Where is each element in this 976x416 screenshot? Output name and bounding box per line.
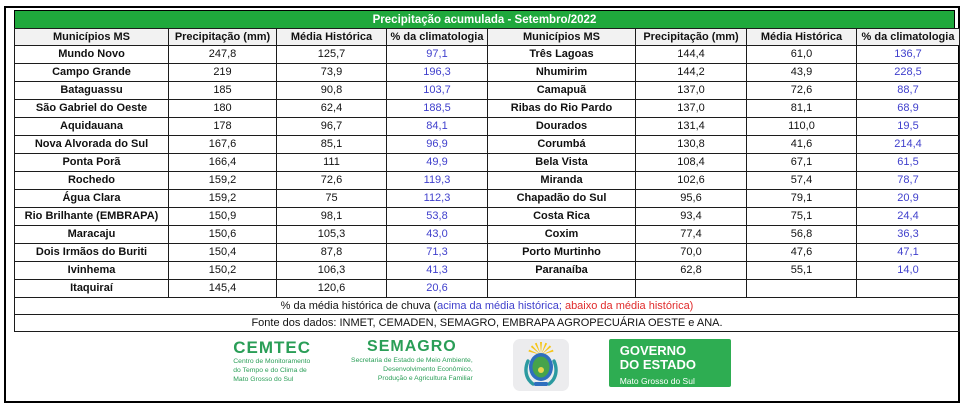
source-row bbox=[15, 315, 960, 332]
table-row bbox=[15, 154, 960, 172]
municipality-cell: Costa Rica bbox=[488, 208, 636, 226]
climatology-percent-cell: 71,3 bbox=[387, 244, 488, 262]
header-media-right: Média Histórica bbox=[747, 29, 857, 46]
municipality-cell bbox=[488, 280, 636, 298]
header-climatologia-right: % da climatologia bbox=[857, 29, 960, 46]
climatology-percent-cell: 112,3 bbox=[387, 190, 488, 208]
climatology-percent-cell: 47,1 bbox=[857, 244, 960, 262]
precipitation-cell: 166,4 bbox=[169, 154, 277, 172]
climatology-percent-cell: 61,5 bbox=[857, 154, 960, 172]
precipitation-cell: 167,6 bbox=[169, 136, 277, 154]
gov-line3: Mato Grosso do Sul bbox=[619, 375, 695, 386]
historical-average-cell: 55,1 bbox=[747, 262, 857, 280]
historical-average-cell: 96,7 bbox=[277, 118, 387, 136]
legend-below-average: abaixo da média histórica) bbox=[561, 300, 694, 312]
historical-average-cell: 75 bbox=[277, 190, 387, 208]
precipitation-cell: 131,4 bbox=[636, 118, 747, 136]
municipality-cell: Coxim bbox=[488, 226, 636, 244]
climatology-percent-cell: 97,1 bbox=[387, 46, 488, 64]
municipality-cell: Nova Alvorada do Sul bbox=[15, 136, 169, 154]
table-row bbox=[15, 244, 960, 262]
municipality-cell: Rochedo bbox=[15, 172, 169, 190]
historical-average-cell: 105,3 bbox=[277, 226, 387, 244]
municipality-cell: Três Lagoas bbox=[488, 46, 636, 64]
table-row bbox=[15, 82, 960, 100]
historical-average-cell: 125,7 bbox=[277, 46, 387, 64]
municipality-cell: Nhumirim bbox=[488, 64, 636, 82]
legend-prefix: % da média histórica de chuva ( bbox=[280, 300, 438, 312]
semagro-desc-line2: Desenvolvimento Econômico, bbox=[383, 365, 473, 373]
climatology-percent-cell: 43,0 bbox=[387, 226, 488, 244]
precipitation-cell: 219 bbox=[169, 64, 277, 82]
precipitation-cell: 70,0 bbox=[636, 244, 747, 262]
historical-average-cell: 81,1 bbox=[747, 100, 857, 118]
historical-average-cell: 61,0 bbox=[747, 46, 857, 64]
municipality-cell: Itaquiraí bbox=[15, 280, 169, 298]
cemtec-logo bbox=[233, 339, 311, 384]
precipitation-cell: 102,6 bbox=[636, 172, 747, 190]
climatology-percent-cell: 49,9 bbox=[387, 154, 488, 172]
header-precipitacao-left: Precipitação (mm) bbox=[169, 29, 277, 46]
precipitation-cell: 150,6 bbox=[169, 226, 277, 244]
climatology-percent-cell: 53,8 bbox=[387, 208, 488, 226]
municipality-cell: Miranda bbox=[488, 172, 636, 190]
header-municipios-right: Municípios MS bbox=[488, 29, 636, 46]
climatology-percent-cell: 136,7 bbox=[857, 46, 960, 64]
logos-bar bbox=[6, 332, 958, 397]
historical-average-cell: 98,1 bbox=[277, 208, 387, 226]
climatology-percent-cell: 20,6 bbox=[387, 280, 488, 298]
climatology-percent-cell: 24,4 bbox=[857, 208, 960, 226]
precipitation-cell: 180 bbox=[169, 100, 277, 118]
climatology-percent-cell: 36,3 bbox=[857, 226, 960, 244]
table-row bbox=[15, 280, 960, 298]
precipitation-cell: 150,2 bbox=[169, 262, 277, 280]
climatology-percent-cell: 84,1 bbox=[387, 118, 488, 136]
table-row bbox=[15, 190, 960, 208]
governo-do-estado-logo bbox=[609, 339, 731, 387]
municipality-cell: Aquidauana bbox=[15, 118, 169, 136]
semagro-logo bbox=[351, 339, 473, 383]
climatology-percent-cell: 41,3 bbox=[387, 262, 488, 280]
ms-coat-of-arms-icon bbox=[513, 339, 569, 391]
precipitation-cell: 137,0 bbox=[636, 82, 747, 100]
climatology-percent-cell: 228,5 bbox=[857, 64, 960, 82]
climatology-percent-cell: 14,0 bbox=[857, 262, 960, 280]
climatology-percent-cell: 119,3 bbox=[387, 172, 488, 190]
historical-average-cell: 106,3 bbox=[277, 262, 387, 280]
climatology-percent-cell: 19,5 bbox=[857, 118, 960, 136]
semagro-desc-line1: Secretaria de Estado de Meio Ambiente, bbox=[351, 357, 473, 364]
municipality-cell: Dois Irmãos do Buriti bbox=[15, 244, 169, 262]
table-row bbox=[15, 208, 960, 226]
municipality-cell: Ponta Porã bbox=[15, 154, 169, 172]
precipitation-cell: 93,4 bbox=[636, 208, 747, 226]
municipality-cell: Maracaju bbox=[15, 226, 169, 244]
municipality-cell: Rio Brilhante (EMBRAPA) bbox=[15, 208, 169, 226]
climatology-percent-cell: 20,9 bbox=[857, 190, 960, 208]
header-media-left: Média Histórica bbox=[277, 29, 387, 46]
climatology-percent-cell: 78,7 bbox=[857, 172, 960, 190]
legend-above-average: acima da média histórica; bbox=[437, 300, 562, 312]
cemtec-desc-line1: Centro de Monitoramento bbox=[233, 358, 311, 365]
historical-average-cell: 111 bbox=[277, 154, 387, 172]
legend-row bbox=[15, 298, 960, 315]
historical-average-cell: 87,8 bbox=[277, 244, 387, 262]
gov-line1: GOVERNO bbox=[619, 343, 687, 358]
cemtec-desc-line3: Mato Grosso do Sul bbox=[233, 375, 294, 383]
precipitation-cell bbox=[636, 280, 747, 298]
table-row bbox=[15, 172, 960, 190]
precipitation-cell: 150,9 bbox=[169, 208, 277, 226]
municipality-cell: Dourados bbox=[488, 118, 636, 136]
climatology-percent-cell: 68,9 bbox=[857, 100, 960, 118]
municipality-cell: Chapadão do Sul bbox=[488, 190, 636, 208]
precipitation-cell: 144,4 bbox=[636, 46, 747, 64]
climatology-percent-cell: 188,5 bbox=[387, 100, 488, 118]
table-row bbox=[15, 262, 960, 280]
historical-average-cell: 120,6 bbox=[277, 280, 387, 298]
table-row bbox=[15, 46, 960, 64]
table-row bbox=[15, 64, 960, 82]
municipality-cell: Porto Murtinho bbox=[488, 244, 636, 262]
header-climatologia-left: % da climatologia bbox=[387, 29, 488, 46]
municipality-cell: Corumbá bbox=[488, 136, 636, 154]
semagro-desc-line3: Produção e Agricultura Familiar bbox=[377, 374, 473, 382]
historical-average-cell: 67,1 bbox=[747, 154, 857, 172]
cemtec-logo-description bbox=[233, 358, 311, 384]
cemtec-logo-name: CEMTEC bbox=[233, 338, 312, 357]
historical-average-cell: 73,9 bbox=[277, 64, 387, 82]
table-header-row bbox=[15, 29, 960, 46]
table-row bbox=[15, 118, 960, 136]
historical-average-cell: 90,8 bbox=[277, 82, 387, 100]
municipality-cell: Camapuã bbox=[488, 82, 636, 100]
precipitation-cell: 108,4 bbox=[636, 154, 747, 172]
municipality-cell: Bataguassu bbox=[15, 82, 169, 100]
precipitation-cell: 95,6 bbox=[636, 190, 747, 208]
historical-average-cell: 110,0 bbox=[747, 118, 857, 136]
precipitation-cell: 62,8 bbox=[636, 262, 747, 280]
historical-average-cell: 72,6 bbox=[747, 82, 857, 100]
table-row bbox=[15, 226, 960, 244]
header-precipitacao-right: Precipitação (mm) bbox=[636, 29, 747, 46]
precipitation-cell: 145,4 bbox=[169, 280, 277, 298]
precipitation-cell: 77,4 bbox=[636, 226, 747, 244]
historical-average-cell bbox=[747, 280, 857, 298]
data-source-text: Fonte dos dados: INMET, CEMADEN, SEMAGRO, EMBRAPA AGROPECUÁRIA OESTE e ANA. bbox=[15, 315, 960, 332]
cemtec-desc-line2: do Tempo e do Clima de bbox=[233, 366, 307, 374]
table-row bbox=[15, 136, 960, 154]
historical-average-cell: 57,4 bbox=[747, 172, 857, 190]
climatology-percent-cell: 196,3 bbox=[387, 64, 488, 82]
climatology-percent-cell: 88,7 bbox=[857, 82, 960, 100]
precipitation-cell: 144,2 bbox=[636, 64, 747, 82]
gov-line2: DO ESTADO bbox=[619, 357, 697, 373]
precipitation-cell: 185 bbox=[169, 82, 277, 100]
precipitation-table bbox=[14, 28, 960, 332]
municipality-cell: Ivinhema bbox=[15, 262, 169, 280]
historical-average-cell: 62,4 bbox=[277, 100, 387, 118]
precipitation-cell: 159,2 bbox=[169, 190, 277, 208]
table-row bbox=[15, 100, 960, 118]
historical-average-cell: 79,1 bbox=[747, 190, 857, 208]
header-municipios-left: Municípios MS bbox=[15, 29, 169, 46]
municipality-cell: São Gabriel do Oeste bbox=[15, 100, 169, 118]
precipitation-cell: 178 bbox=[169, 118, 277, 136]
precipitation-cell: 137,0 bbox=[636, 100, 747, 118]
municipality-cell: Ribas do Rio Pardo bbox=[488, 100, 636, 118]
legend-text bbox=[15, 298, 960, 315]
historical-average-cell: 75,1 bbox=[747, 208, 857, 226]
municipality-cell: Água Clara bbox=[15, 190, 169, 208]
semagro-logo-name: SEMAGRO bbox=[367, 338, 457, 355]
municipality-cell: Mundo Novo bbox=[15, 46, 169, 64]
historical-average-cell: 41,6 bbox=[747, 136, 857, 154]
municipality-cell: Paranaíba bbox=[488, 262, 636, 280]
historical-average-cell: 72,6 bbox=[277, 172, 387, 190]
municipality-cell: Campo Grande bbox=[15, 64, 169, 82]
precipitation-cell: 150,4 bbox=[169, 244, 277, 262]
climatology-percent-cell: 103,7 bbox=[387, 82, 488, 100]
historical-average-cell: 85,1 bbox=[277, 136, 387, 154]
municipality-cell: Bela Vista bbox=[488, 154, 636, 172]
historical-average-cell: 47,6 bbox=[747, 244, 857, 262]
precipitation-cell: 247,8 bbox=[169, 46, 277, 64]
precipitation-cell: 159,2 bbox=[169, 172, 277, 190]
semagro-logo-description bbox=[351, 357, 473, 383]
climatology-percent-cell: 96,9 bbox=[387, 136, 488, 154]
climatology-percent-cell bbox=[857, 280, 960, 298]
historical-average-cell: 43,9 bbox=[747, 64, 857, 82]
report-frame bbox=[4, 6, 960, 403]
report-title: Precipitação acumulada - Setembro/2022 bbox=[14, 10, 955, 28]
climatology-percent-cell: 214,4 bbox=[857, 136, 960, 154]
historical-average-cell: 56,8 bbox=[747, 226, 857, 244]
precipitation-cell: 130,8 bbox=[636, 136, 747, 154]
